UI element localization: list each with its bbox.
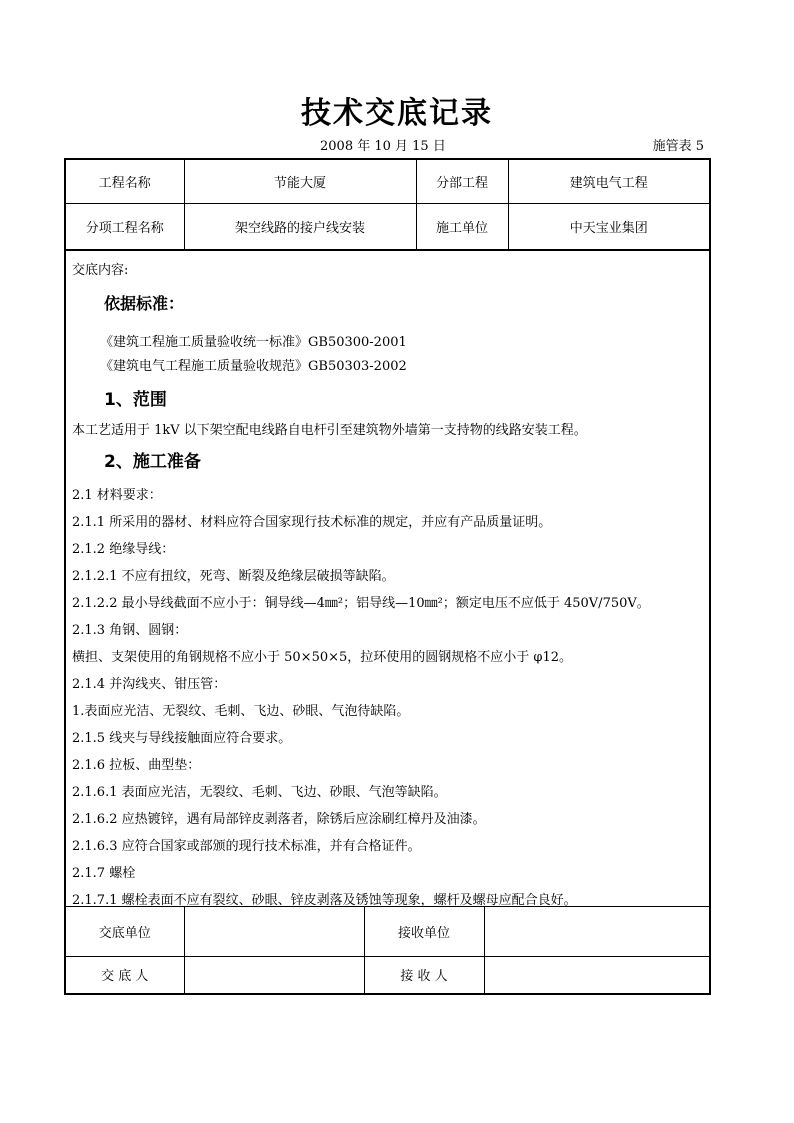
scope-text: 本工艺适用于 1kV 以下架空配电线路自电杆引至建筑物外墙第一支持物的线路安装工程。: [72, 423, 587, 438]
record-sheet: [64, 158, 711, 995]
list-item: 2.1.7 螺栓: [72, 866, 136, 881]
receiver-person-label: 接 收 人: [364, 956, 484, 993]
document-date: 2008 年 10 月 15 日: [320, 139, 446, 154]
form-number: 施管表 5: [652, 139, 704, 154]
table-row: [66, 906, 709, 956]
disclosure-content: [66, 250, 709, 911]
signoff-table: [66, 906, 709, 994]
content-label: 交底内容:: [72, 263, 129, 278]
list-item: 2.1 材料要求：: [72, 488, 162, 503]
table-row: [66, 203, 709, 249]
list-item: 2.1.2.1 不应有扭纹，死弯、断裂及绝缘层破损等缺陷。: [72, 569, 395, 584]
issuer-unit-label: 交底单位: [66, 906, 184, 956]
list-item: 横担、支架使用的角钢规格不应小于 50×50×5，拉环使用的圆钢规格不应小于 φ12。: [72, 650, 573, 665]
basis-heading: 依据标准：: [104, 294, 185, 313]
info-table: [66, 160, 709, 250]
contractor-value: 中天宝业集团: [508, 203, 709, 249]
contractor-label: 施工单位: [416, 203, 508, 249]
list-item: 2.1.4 并沟线夹、钳压管：: [72, 677, 227, 692]
project-name-label: 工程名称: [66, 160, 184, 203]
list-item: 2.1.6.3 应符合国家或部颁的现行技术标准，并有合格证件。: [72, 839, 421, 854]
subitem-value: 架空线路的接户线安装: [184, 203, 416, 249]
list-item: 2.1.7.1 螺栓表面不应有裂纹、砂眼、锌皮剥落及锈蚀等现象，螺杆及螺母应配合良好。: [72, 893, 577, 908]
division-label: 分部工程: [416, 160, 508, 203]
list-item: 1.表面应光洁、无裂纹、毛刺、飞边、砂眼、气泡待缺陷。: [72, 704, 410, 719]
table-row: [66, 956, 709, 993]
list-item: 2.1.6 拉板、曲型垫：: [72, 758, 201, 773]
list-item: 2.1.6.2 应热镀锌，遇有局部锌皮剥落者，除锈后应涂刷红樟丹及油漆。: [72, 812, 486, 827]
receiver-unit-label: 接收单位: [364, 906, 484, 956]
list-item: 2.1.2.2 最小导线截面不应小于：铜导线—4㎜²；铝导线—10㎜²；额定电压不应低于 450V/750V。: [72, 596, 650, 611]
issuer-unit-field[interactable]: [184, 906, 364, 956]
subitem-label: 分项工程名称: [66, 203, 184, 249]
receiver-person-field[interactable]: [484, 956, 709, 993]
table-row: [66, 160, 709, 203]
list-item: 2.1.1 所采用的器材、材料应符合国家现行技术标准的规定，并应有产品质量证明。: [72, 515, 552, 530]
division-value: 建筑电气工程: [508, 160, 709, 203]
list-item: 2.1.5 线夹与导线接触面应符合要求。: [72, 731, 292, 746]
standard-2: 《建筑电气工程施工质量验收规范》GB50303-2002: [100, 359, 407, 374]
list-item: 2.1.3 角钢、圆钢：: [72, 623, 188, 638]
project-name-value: 节能大厦: [184, 160, 416, 203]
standard-1: 《建筑工程施工质量验收统一标准》GB50300-2001: [100, 335, 407, 350]
issuer-person-field[interactable]: [184, 956, 364, 993]
list-item: 2.1.6.1 表面应光洁，无裂纹、毛刺、飞边、砂眼、气泡等缺陷。: [72, 785, 447, 800]
document-title: 技术交底记录: [301, 96, 493, 131]
scope-heading: 1、范围: [104, 390, 167, 410]
list-item: 2.1.2 绝缘导线：: [72, 542, 175, 557]
receiver-unit-field[interactable]: [484, 906, 709, 956]
issuer-person-label: 交 底 人: [66, 956, 184, 993]
prep-heading: 2、施工准备: [104, 452, 201, 472]
